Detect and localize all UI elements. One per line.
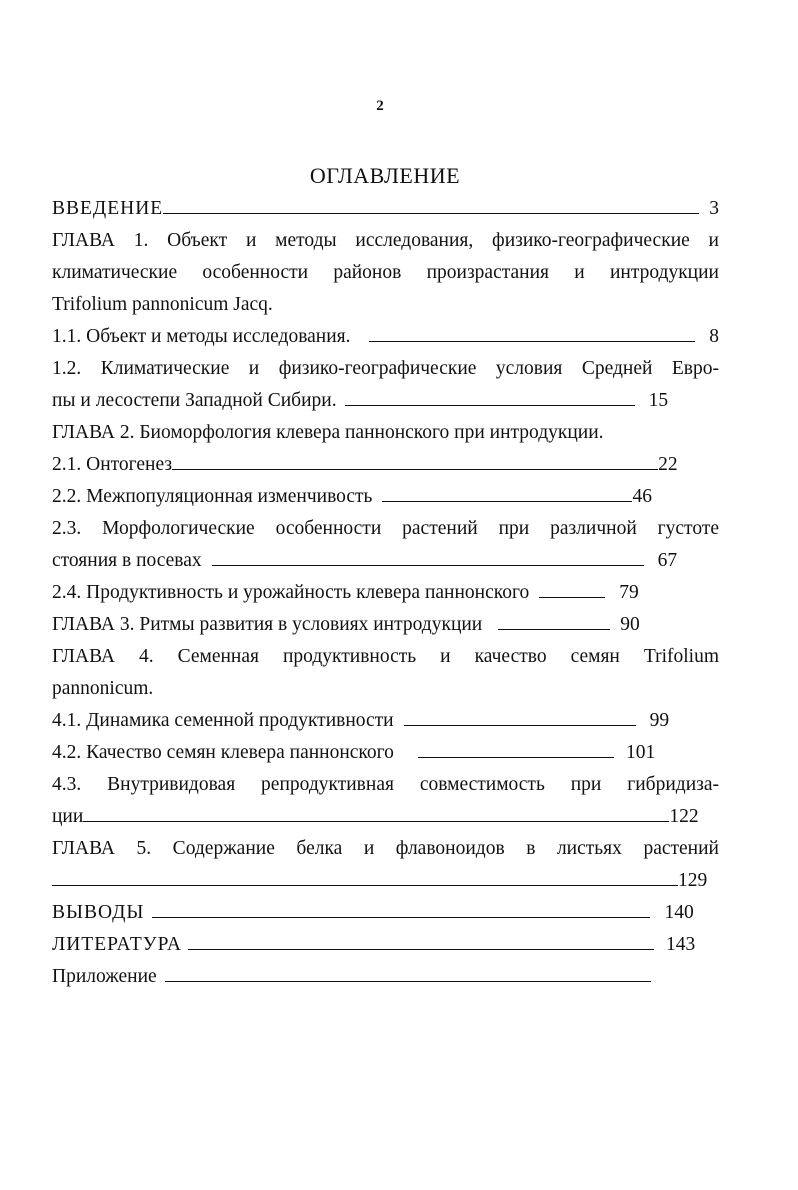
entry-label: Приложение <box>52 966 157 987</box>
entry-label: стояния в посевах <box>52 550 202 571</box>
toc-entry-4-1[interactable] <box>52 705 719 737</box>
entry-page: 140 <box>664 902 694 923</box>
leader-line <box>165 981 651 982</box>
toc-entry-4-3-line1[interactable]: 4.3. Внутривидовая репродуктивная совместимость при гибридиза- <box>52 774 719 795</box>
entry-label: 1.1. Объект и методы исследования. <box>52 326 351 347</box>
entry-page: 143 <box>666 934 696 955</box>
toc-entry-2-1[interactable] <box>52 449 719 481</box>
toc-entry-4-3[interactable] <box>52 801 719 833</box>
entry-label: 4.1. Динамика семенной продуктивности <box>52 710 394 731</box>
leader-line <box>369 341 696 342</box>
entry-page: 22 <box>658 454 678 475</box>
toc-entry-chapter-1-line3[interactable]: Trifolium pannonicum Jacq. <box>52 294 273 315</box>
toc-entry-chapter-4-line2[interactable]: pannonicum. <box>52 678 154 699</box>
toc-entry-2-3-line1[interactable]: 2.3. Морфологические особенности растений при различной густоте <box>52 518 719 539</box>
entry-label: 4.2. Качество семян клевера паннонского <box>52 742 394 763</box>
leader-line <box>498 629 610 630</box>
entry-page: 90 <box>620 614 640 635</box>
entry-page: 101 <box>625 742 656 763</box>
leader-line <box>418 757 614 758</box>
entry-label: 2.1. Онтогенез <box>52 454 173 475</box>
entry-label: ВЫВОДЫ <box>52 902 145 923</box>
toc-entry-chapter-1-line2[interactable]: климатические особенности районов произрастания и интродукции <box>52 262 719 283</box>
entry-page: 3 <box>709 198 719 219</box>
entry-page: 67 <box>657 550 678 571</box>
entry-page: 122 <box>669 806 699 827</box>
entry-label: ЛИТЕРАТУРА <box>52 934 182 955</box>
toc-entry-chapter-5-line1[interactable]: ГЛАВА 5. Содержание белка и флавоноидов в листьях растений <box>52 838 719 859</box>
page-number: 2 <box>376 98 384 114</box>
toc-entry-2-4[interactable] <box>52 577 719 609</box>
toc-entry-introduction[interactable] <box>52 193 719 225</box>
toc-entry-chapter-1-line1[interactable]: ГЛАВА 1. Объект и методы исследования, физико-географические и <box>52 230 719 251</box>
entry-page: 79 <box>619 582 639 603</box>
toc-entry-chapter-5[interactable] <box>52 865 719 897</box>
leader-line <box>345 405 635 406</box>
table-of-contents <box>52 193 719 993</box>
leader-line <box>83 821 669 822</box>
toc-entry-chapter-3[interactable] <box>52 609 719 641</box>
toc-entry-chapter-4-line1[interactable]: ГЛАВА 4. Семенная продуктивность и качество семян Trifolium <box>52 646 719 667</box>
entry-page: 46 <box>632 486 652 507</box>
toc-entry-conclusions[interactable] <box>52 897 719 929</box>
entry-label: 2.4. Продуктивность и урожайность клевера паннонского <box>52 582 530 603</box>
toc-entry-literature[interactable] <box>52 929 719 961</box>
toc-entry-2-3[interactable] <box>52 545 719 577</box>
toc-entry-1-2[interactable] <box>52 385 719 417</box>
entry-page: 8 <box>709 326 719 347</box>
entry-label: ГЛАВА 3. Ритмы развития в условиях интродукции <box>52 614 483 635</box>
leader-line <box>212 565 644 566</box>
toc-entry-2-2[interactable] <box>52 481 719 513</box>
entry-page: 15 <box>648 390 669 411</box>
leader-line <box>172 469 658 470</box>
toc-entry-4-2[interactable] <box>52 737 719 769</box>
entry-label: пы и лесостепи Западной Сибири. <box>52 390 337 411</box>
toc-entry-chapter-2[interactable]: ГЛАВА 2. Биоморфология клевера паннонского при интродукции. <box>52 422 604 443</box>
toc-entry-1-2-line1[interactable]: 1.2. Климатические и физико-географические условия Средней Евро- <box>52 358 719 379</box>
entry-page: 129 <box>678 870 708 891</box>
leader-line <box>152 917 650 918</box>
toc-entry-appendix[interactable] <box>52 961 719 993</box>
leader-line <box>163 213 699 214</box>
leader-line <box>188 949 654 950</box>
leader-line <box>52 885 678 886</box>
entry-label: ВВЕДЕНИЕ <box>52 198 164 219</box>
leader-line <box>539 597 605 598</box>
leader-line <box>404 725 636 726</box>
entry-page: 99 <box>649 710 670 731</box>
entry-label: ции <box>52 806 84 827</box>
entry-label: 2.2. Межпопуляционная изменчивость <box>52 486 373 507</box>
toc-entry-1-1[interactable] <box>52 321 719 353</box>
toc-title: ОГЛАВЛЕНИЕ <box>309 163 461 188</box>
leader-line <box>382 501 632 502</box>
